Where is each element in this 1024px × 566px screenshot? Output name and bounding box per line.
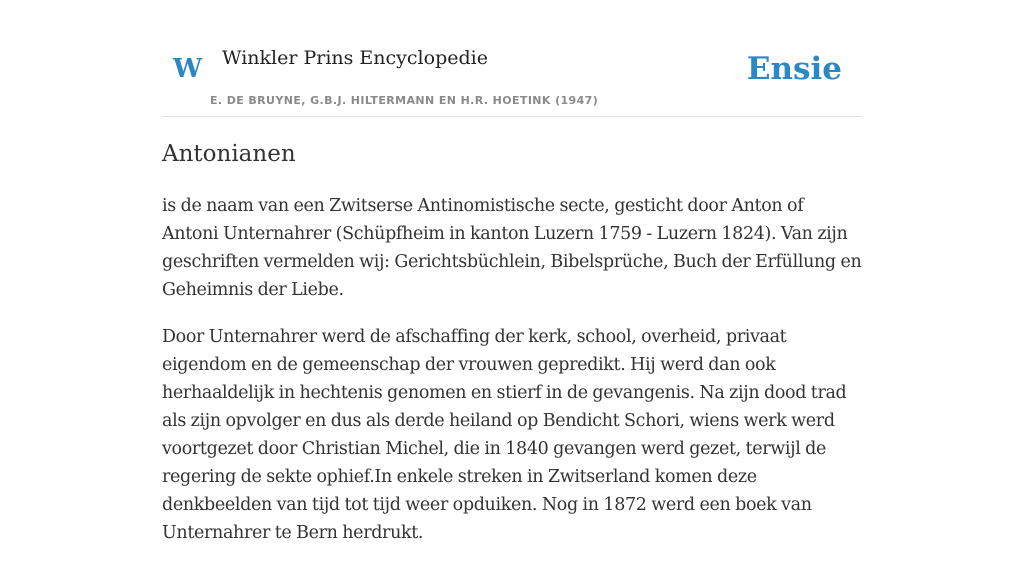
entry-paragraph: is de naam van een Zwitserse Antinomistische secte, gesticht door Anton of Antoni Unternahrer (Schüpfheim in kanton Luzern 1759 - Luzern 1824). Van zijn geschriften vermelden wij: Gerichtsbüchlein, Bibelsprüche, Buch der Erfüllung en Geheimnis der Liebe.	[162, 196, 862, 300]
entry-paragraph: Door Unternahrer werd de afschaffing der kerk, school, overheid, privaat eigendom en de gemeenschap der vrouwen gepredikt. Hij werd dan ook herhaaldelijk in hechtenis genomen en stierf in de gevangenis. Na zijn dood trad als zijn opvolger en dus als derde heiland op Bendicht Schori, wiens werk werd voortgezet door Christian Michel, die in 1840 gevangen werd gezet, terwijl de regering de sekte ophief.In enkele streken in Zwitserland komen deze denkbeelden van tijd tot tijd weer opduiken. Nog in 1872 werd een boek van Unternahrer te Bern herdrukt.	[162, 327, 847, 543]
article-page	[162, 0, 862, 543]
entry-body	[162, 192, 862, 566]
source-title[interactable]: Winkler Prins Encyclopedie	[222, 47, 488, 69]
source-authors: E. DE BRUYNE, G.B.J. HILTERMANN EN H.R. HOETINK (1947)	[210, 94, 599, 107]
encyclopedia-logo[interactable]: W	[173, 54, 203, 84]
ensie-logo-link[interactable]: Ensie	[746, 51, 842, 87]
source-header	[162, 0, 862, 117]
entry-title: Antonianen	[162, 141, 296, 167]
